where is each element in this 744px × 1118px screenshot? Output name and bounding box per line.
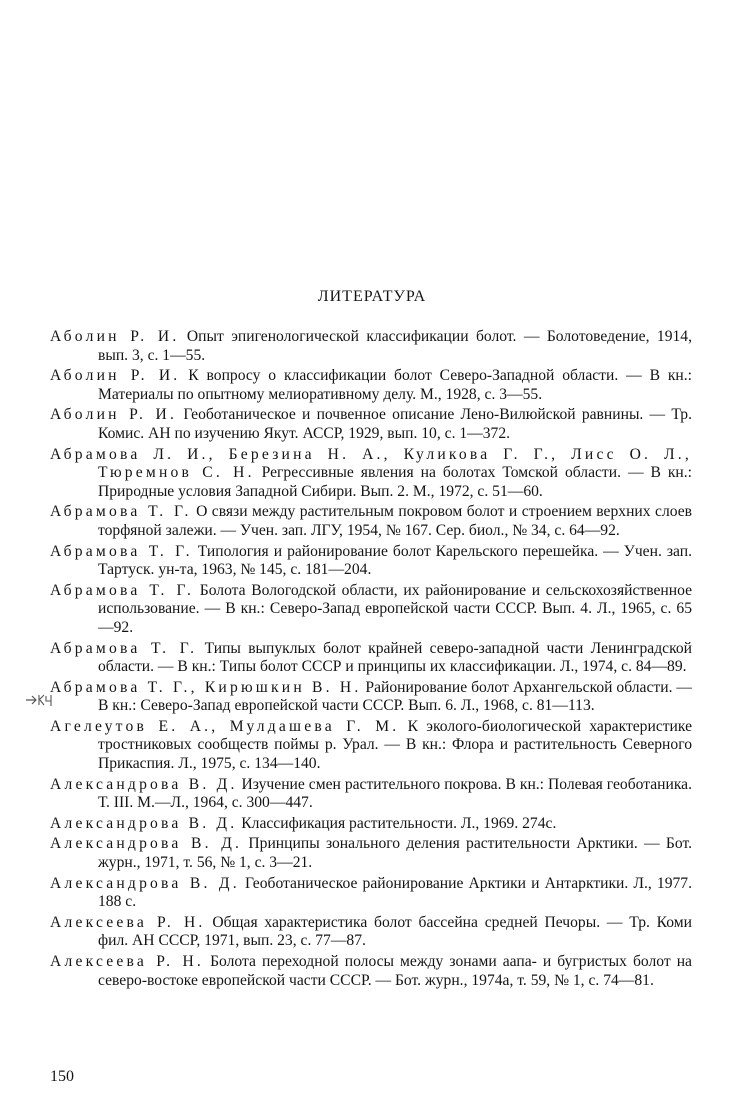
reference-entry	[50, 367, 692, 404]
handwritten-margin-mark	[24, 691, 54, 709]
reference-entry	[50, 835, 692, 872]
reference-entry	[50, 718, 692, 774]
page-number: 150	[50, 1068, 74, 1085]
reference-author: Абрамова Т. Г.	[50, 503, 192, 521]
reference-author: Абрамова Т. Г.	[50, 542, 193, 560]
reference-text: Общая характеристика болот бассейна средней Печоры. — Тр. Коми фил. АН СССР, 1971, вып. 23, с. 77—87.	[98, 913, 693, 950]
reference-entry	[50, 953, 692, 990]
reference-author: Александрова В. Д.	[50, 814, 238, 832]
reference-entry	[50, 543, 692, 580]
reference-text: Изучение смен растительного покрова. В кн.: Полевая геоботаника. Т. III. М.—Л., 1964, с. 300—447.	[98, 775, 693, 812]
reference-author: Александрова В. Д.	[50, 775, 238, 793]
reference-text: Регрессивные явления на болотах Томской области. — В кн.: Природные условия Западной Сибири. Вып. 2. М., 1972, с. 51—60.	[98, 464, 692, 500]
reference-text: Типология и районирование болот Карельского перешейка. — Учен. зап. Тартуск. ун-та, 1963, № 145, с. 181—204.	[98, 542, 692, 579]
reference-list	[50, 328, 692, 992]
page-heading: ЛИТЕРАТУРА	[317, 288, 427, 305]
reference-entry	[50, 328, 692, 365]
reference-entry	[50, 875, 692, 912]
reference-entry	[50, 582, 692, 638]
reference-text: Опыт эпигенологической классификации болот. — Болотоведение, 1914, вып. 3, с. 1—55.	[98, 328, 692, 364]
reference-entry	[50, 776, 692, 813]
reference-text: О связи между растительным покровом болот и строением верхних слоев торфяной залежи. — Учен. зап. ЛГУ, 1954, № 167. Сер. биол., № 34, с. 64—92.	[98, 503, 692, 539]
reference-author: Алексеева Р. Н.	[50, 953, 205, 970]
reference-text: К эколого-биологической характеристике тростниковых сообществ поймы р. Урал. — В кн.: Флора и растительность Северного Прикаспия. Л., 1975, с. 134—140.	[98, 717, 693, 773]
reference-entry	[50, 406, 692, 443]
reference-author: Аболин Р. И.	[50, 406, 178, 424]
reference-author: Абрамова Т. Г.	[50, 581, 195, 599]
reference-text: Геоботаническое районирование Арктики и Антарктики. Л., 1977. 188 с.	[98, 874, 693, 911]
reference-entry	[50, 446, 692, 502]
reference-text: Классификация растительности. Л., 1969. 274с.	[241, 814, 557, 832]
reference-author: Абрамова Т. Г., Кирюшкин В. Н.	[50, 678, 362, 696]
reference-text: Болота переходной полосы между зонами аапа- и бугристых болот на северо-востоке европейской части СССР. — Бот. журн., 1974а, т. 59, № 1, с. 74—81.	[98, 953, 692, 989]
reference-author: Александрова В. Д.	[50, 835, 243, 853]
reference-entry	[50, 815, 692, 834]
reference-author: Александрова В. Д.	[50, 874, 240, 892]
reference-entry	[50, 679, 692, 716]
reference-entry	[50, 503, 692, 540]
reference-text: Принципы зонального деления растительности Арктики. — Бот. журн., 1971, т. 56, № 1, с. 3—21.	[98, 835, 692, 872]
reference-text: Районирование болот Архангельской области. — В кн.: Северо-Запад европейской части СССР. Вып. 6. Л., 1968, с. 81—113.	[98, 678, 693, 715]
reference-text: Геоботаническое и почвенное описание Лено-Вилюйской равнины. — Тр. Комис. АН по изучению Якут. АССР, 1929, вып. 10, с. 1—372.	[98, 406, 692, 442]
reference-entry	[50, 914, 692, 951]
reference-author: Агелеутов Е. А., Мулдашева Г. М.	[50, 717, 400, 735]
reference-author: Аболин Р. И.	[50, 328, 180, 345]
reference-author: Аболин Р. И.	[50, 367, 181, 385]
reference-entry	[50, 640, 692, 677]
reference-author: Абрамова Л. И., Березина Н. А., Куликова Г. Г., Лисс О. Л., Тюремнов С. Н.	[50, 445, 692, 482]
reference-text: Болота Вологодской области, их районирование и сельскохозяйственное использование. — В кн.: Северо-Запад европейской части СССР. Вып. 4. Л., 1965, с. 65—92.	[98, 581, 692, 636]
reference-text: К вопросу о классификации болот Северо-Западной области. — В кн.: Материалы по опытному мелиоративному делу. М., 1928, с. 3—55.	[98, 367, 692, 403]
reference-author: Алексеева Р. Н.	[50, 913, 206, 931]
reference-text: Типы выпуклых болот крайней северо-западной части Ленинградской области. — В кн.: Типы болот СССР и принципы их классификации. Л., 1974, с. 84—89.	[98, 639, 693, 676]
reference-author: Абрамова Т. Г.	[50, 639, 198, 657]
